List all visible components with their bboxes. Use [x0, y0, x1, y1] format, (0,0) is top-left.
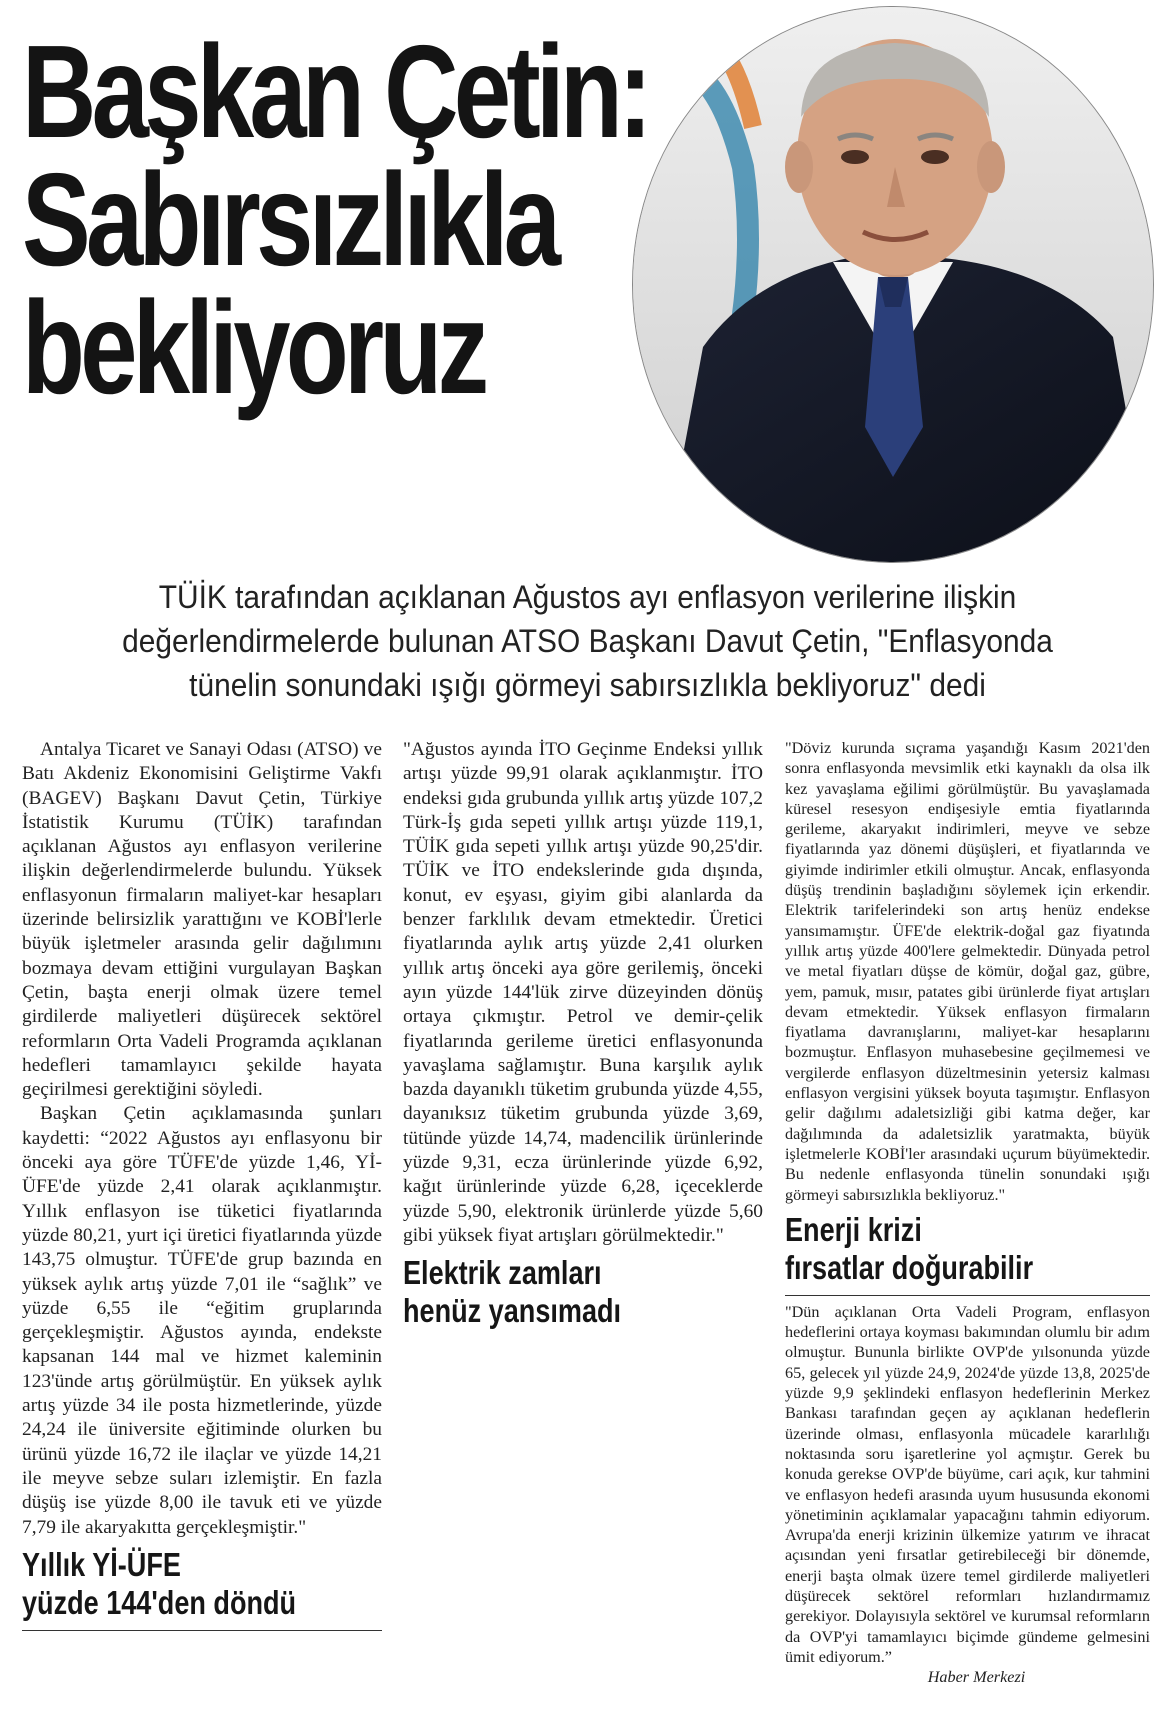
lead-line-2: değerlendirmelerde bulunan ATSO Başkanı Davut Çetin, "Enflasyonda	[122, 623, 1053, 659]
body-paragraph-1: Antalya Ticaret ve Sanayi Odası (ATSO) ve Batı Akdeniz Ekonomisini Geliştirme Vakfı (BAGEV) Başkanı Davut Çetin, Türkiye İstatistik Kurumu (TÜİK) tarafından açıklanan Ağustos ayı enflasyon verilerine ilişkin değerlendirmelerde bulundu. Yüksek enflasyonun firmaların maliyet-kar hesapları üzerinde belirsizlik yarattığını ve KOBİ'lerle büyük işletmeler arasında gelir dağılımını bozmaya devam ettiğini vurgulayan Başkan Çetin, başta enerji olmak üzere temel girdilerde maliyetleri düşürecek sektörel reformların Orta Vadeli Programda açıklanan hedefleri tamamlayıcı şekilde hayata geçirilmesi gerektiğini söyledi.	[22, 739, 382, 1101]
subheading-elektrik	[403, 1254, 764, 1330]
subheading-enerji-line-2: fırsatlar doğurabilir	[785, 1248, 1034, 1286]
subheading-enerji	[785, 1211, 1146, 1287]
body-paragraph-3: "Ağustos ayında İTO Geçinme Endeksi yıllık artışı yüzde 99,91 olarak açıklanmıştır. İTO endeksi gıda grubunda yıllık artış yüzde 107,2 Türk-İş gıda sepeti yıllık artışı yüzde 119,1, TÜİK gıda sepeti yıllık artışı yüzde 90,25'dir. TÜİK ve İTO endekslerinde gıda dışında, konut, ev eşyası, giyim gibi alanlarda da benzer farklılık devam etmektedir. Üretici fiyatlarında aylık artış yüzde 2,41 olurken yıllık artış önceki aya göre gerilemiş, önceki ayın yüzde 144'lük zirve düzeyinden dönüş ortaya çıkmıştır. Petrol ve demir-çelik fiyatlarında gerileme üretici enflasyonunda yavaşlama sağlamıştır. Buna karşılık aylık bazda dayanıklı tüketim grubunda yüzde 4,55, dayanıksız tüketim grubunda yüzde 3,69, tütünde yüzde 14,74, madencilik ürünlerinde yüzde 9,31, ecza ürünlerinde yüzde 6,92, kağıt ürünlerinde yüzde 6,28, içeceklerde yüzde 5,90, elektronik ürünlerde yüzde 5,60 gibi yüksek fiyat artışları görülmektedir."	[403, 739, 763, 1246]
subheading-yi-ufe-line-1: Yıllık Yİ-ÜFE	[22, 1545, 181, 1583]
portrait-photo	[632, 6, 1154, 563]
divider-rule-3	[785, 1295, 1150, 1296]
subheading-yi-ufe-line-2: yüzde 144'den döndü	[22, 1583, 297, 1621]
body-paragraph-4: "Döviz kurunda sıçrama yaşandığı Kasım 2021'den sonra enflasyonda mevsimlik etki kaynaklı da olsa ilk kez yavaşlama eğilimi görülmüştür. Bu yavaşlamada küresel resesyon endişesiyle emtia fiyatlarında gerileme, akaryakıt indirimleri, meyve ve sebze fiyatlarında yaz dönemi düşüşleri, et fiyatlarında ve giyimde indirimler etkili olmuştur. Ancak, enflasyonda düşüş trendinin başladığını söylemek için erkendir. Elektrik tarifelerindeki son artış henüz endekse yansımamıştır. ÜFE'de elektrik-doğal gaz fiyatında yıllık artış yüzde 400'lere gelmektedir. Dünyada petrol ve metal fiyatları düşse de kömür, doğal gaz, gübre, yem, pamuk, mısır, patates gibi ürünlerde fiyat artışları devam etmektedir. Yüksek enflasyon firmaların fiyatlama davranışlarını, maliyet-kar hesaplarını bozmuştur. Enflasyon muhasebesine geçilmemesi ve vergilerde enflasyon düzeltmesinin yetersiz kalması enflasyon vergisini yüksek boyuta taşımıştır. Enflasyon gelir dağılımı adaletsizliği gibi katma değer, kar dağılımında da adaletsizlik yaratmakta, büyük işletmelerle KOBİ'ler arasındaki uçurum büyümektedir. Bu nedenle enflasyonda tünelin sonundaki ışığı görmeyi sabırsızlıkla bekliyoruz."	[785, 739, 1150, 1204]
column-2	[403, 738, 763, 1338]
headline-line-1: Başkan Çetin:	[22, 18, 648, 165]
headline-line-2: Sabırsızlıkla	[22, 146, 557, 293]
lead-paragraph	[65, 575, 1109, 707]
byline: Haber Merkezi	[927, 1668, 1026, 1687]
headline	[22, 18, 648, 421]
subheading-elektrik-line-1: Elektrik zamları	[403, 1254, 602, 1292]
divider-rule	[22, 1630, 382, 1631]
headline-line-3: bekliyoruz	[22, 274, 485, 421]
subheading-elektrik-line-2: henüz yansımadı	[403, 1292, 622, 1330]
portrait-illustration	[633, 7, 1153, 562]
column-1	[22, 738, 382, 1637]
body-paragraph-2: Başkan Çetin açıklamasında şunları kaydetti: “2022 Ağustos ayı enflasyonu bir önceki aya göre TÜFE'de yüzde 1,46, Yİ-ÜFE'de yüzde 2,41 olarak açıklanmıştır. Yıllık enflasyon ise tüketici fiyatlarında yüzde 80,21, yurt içi üretici fiyatlarında yüzde 143,75 olmuştur. TÜFE'de grup bazında en yüksek aylık artış yüzde 7,01 ile “sağlık” ve yüzde 6,55 ile “eğitim gruplarında gerçekleşmiştir. Ağustos ayında, endekste kapsanan 144 mal ve hizmet kaleminin 123'ünde artış görülmüştür. En yüksek aylık artış yüzde 34 ile posta hizmetlerinde, yüzde 24,24 ile üniversite eğitiminde olurken bu ürünü yüzde 16,72 ile ilaçlar ve yüzde 14,21 ile meyve sebze suları izlemiştir. En fazla düşüş ise yüzde 8,00 ile tavuk eti ve yüzde 7,79 ile akaryakıtta gerçekleşmiştir."	[22, 1103, 382, 1538]
subheading-yi-ufe	[22, 1546, 383, 1622]
subheading-enerji-line-1: Enerji krizi	[785, 1210, 922, 1248]
body-paragraph-5: "Dün açıklanan Orta Vadeli Program, enflasyon hedeflerini ortaya koyması bakımından olumlu bir adım olmuştur. Bununla birlikte OVP'de yılsonunda yüzde 65, gelecek yıl yüzde 24,9, 2024'de yüzde 13,8, 2025'de yüzde 9,9 şeklindeki enflasyon hedeflerinin Merkez Bankası tarafından geçen ay açıklanan hedeflerin üzerinde olması, enflasyonla mücadele kararlılığı noktasında soru işaretlerine yol açmıştır. Gerek bu konuda gerekse OVP'de büyüme, cari açık, kur tahmini ve enflasyon hedefi arasında uyum hususunda ekonomi yönetiminin açıklamalar yapacağını tahmin ediyorum. Avrupa'da enerji krizinin ülkemize yatırım ve ihracat açısından yeni fırsatlar getirebileceği bir dönemde, enerji başta olmak üzere temel girdilerde maliyetleri düşürecek sektörel reformları hızlandırmamız gerekiyor. Dolayısıyla sektörel ve kurumsal reformların da OVP'yi tamamlayıcı biçimde gündeme gelmesini ümit ediyorum.”	[785, 1302, 1150, 1666]
lead-line-3: tünelin sonundaki ışığı görmeyi sabırsızlıkla bekliyoruz" dedi	[189, 667, 986, 703]
lead-line-1: TÜİK tarafından açıklanan Ağustos ayı enflasyon verilerine ilişkin	[158, 579, 1017, 615]
column-3	[785, 738, 1150, 1687]
